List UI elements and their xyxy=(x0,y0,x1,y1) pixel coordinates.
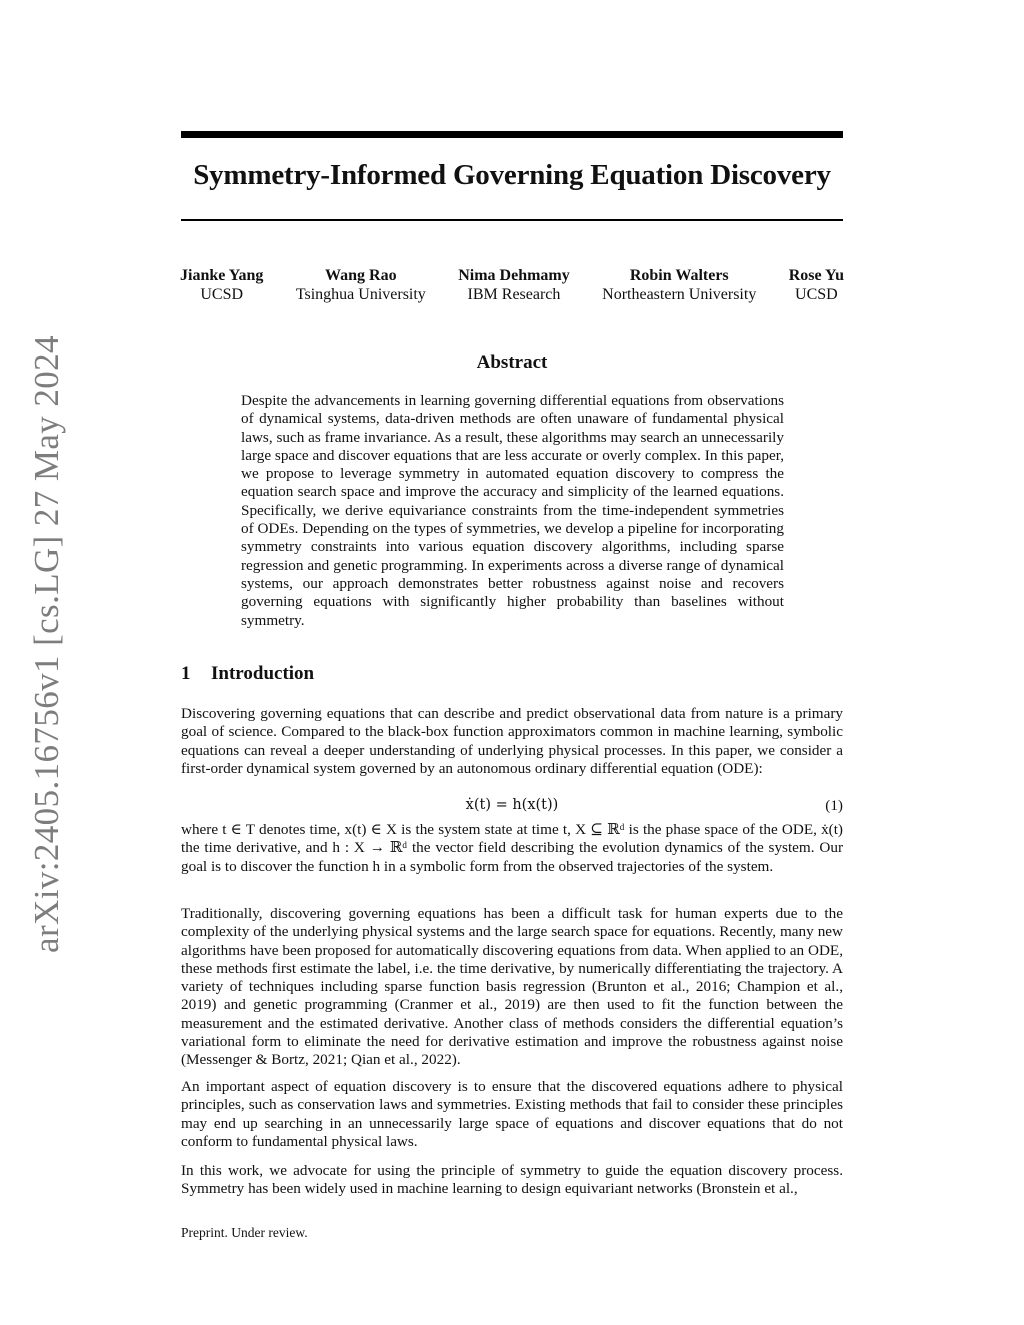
abstract-heading: Abstract xyxy=(476,352,548,373)
section-title: Introduction xyxy=(211,663,315,684)
author-affiliation: UCSD xyxy=(795,286,838,303)
author-name: Robin Walters xyxy=(629,267,729,284)
paper-title: Symmetry-Informed Governing Equation Discovery xyxy=(193,159,831,191)
arxiv-identifier-stamp: arXiv:2405.16756v1 [cs.LG] 27 May 2024 xyxy=(27,335,66,953)
author-entry xyxy=(180,266,263,304)
preprint-footer: Preprint. Under review. xyxy=(181,1225,308,1240)
title-top-rule xyxy=(181,131,843,138)
author-name: Nima Dehmamy xyxy=(458,267,570,284)
author-affiliation: Northeastern University xyxy=(602,286,757,303)
intro-paragraph-5: In this work, we advocate for using the principle of symmetry to guide the equation discovery process. Symmetry has been widely used in machine learning to design equivariant networks (Bronstein et al., xyxy=(181,1162,843,1198)
author-name: Wang Rao xyxy=(325,267,397,284)
author-affiliation: Tsinghua University xyxy=(295,286,426,303)
equation-number: (1) xyxy=(825,797,843,814)
author-name: Rose Yu xyxy=(788,267,844,284)
equation-1 xyxy=(181,797,843,817)
author-entry xyxy=(458,266,570,304)
author-affiliation: IBM Research xyxy=(467,286,561,303)
author-entry xyxy=(789,266,844,304)
author-entry xyxy=(296,266,426,304)
intro-paragraph-2: where t ∈ T denotes time, x(t) ∈ X is the system state at time t, X ⊆ ℝᵈ is the phase space of the ODE, ẋ(t) the time derivative, and h : X → ℝᵈ the vector field describing the evolution dynamics of the system. Our goal is to discover the function h in a symbolic form from the observed trajectories of the system. xyxy=(181,821,843,875)
equation-body: ẋ(t) = h(x(t)) xyxy=(465,797,559,813)
intro-paragraph-4: An important aspect of equation discovery is to ensure that the discovered equations adhere to physical principles, such as conservation laws and symmetries. Existing methods that fail to consider these principles may end up searching in an unnecessarily large space of equations and discover equations that do not conform to fundamental physical laws. xyxy=(181,1078,843,1150)
author-list xyxy=(180,266,844,304)
intro-paragraph-3: Traditionally, discovering governing equations has been a difficult task for human experts due to the complexity of the underlying physical systems and the large search space for equations. Recently, many new algorithms have been proposed for automatically discovering equations from data. When applied to an ODE, these methods first estimate the label, i.e. the time derivative, by numerically differentiating the trajectory. A variety of techniques including sparse function basis regression (Brunton et al., 2016; Champion et al., 2019) and genetic programming (Cranmer et al., 2019) are then used to fit the function between the measurement and the estimated derivative. Another class of methods considers the differential equation’s variational form to eliminate the need for derivative estimation and improve the robustness against noise (Messenger & Bortz, 2021; Qian et al., 2022). xyxy=(181,905,843,1069)
title-bottom-rule xyxy=(181,219,843,221)
author-affiliation: UCSD xyxy=(200,286,244,303)
section-heading xyxy=(181,663,314,685)
author-entry xyxy=(602,266,756,304)
author-name: Jianke Yang xyxy=(180,267,264,284)
section-number: 1 xyxy=(181,663,191,684)
intro-paragraph-1: Discovering governing equations that can describe and predict observational data from nature is a primary goal of science. Compared to the black-box function approximators common in machine learning, symbolic equations can reveal a deeper understanding of underlying physical processes. In this paper, we consider a first-order dynamical system governed by an autonomous ordinary differential equation (ODE): xyxy=(181,705,843,777)
abstract-text: Despite the advancements in learning governing differential equations from observations of dynamical systems, data-driven methods are often unaware of fundamental physical laws, such as frame invariance. As a result, these algorithms may search an unnecessarily large space and discover equations that are less accurate or overly complex. In this paper, we propose to leverage symmetry in automated equation discovery to compress the equation search space and improve the accuracy and simplicity of the learned equations. Specifically, we derive equivariance constraints from the time-independent symmetries of ODEs. Depending on the types of symmetries, we develop a pipeline for incorporating symmetry constraints into various equation discovery algorithms, including sparse regression and genetic programming. In experiments across a diverse range of dynamical systems, our approach demonstrates better robustness against noise and recovers governing equations with significantly higher probability than baselines without symmetry. xyxy=(241,392,784,629)
